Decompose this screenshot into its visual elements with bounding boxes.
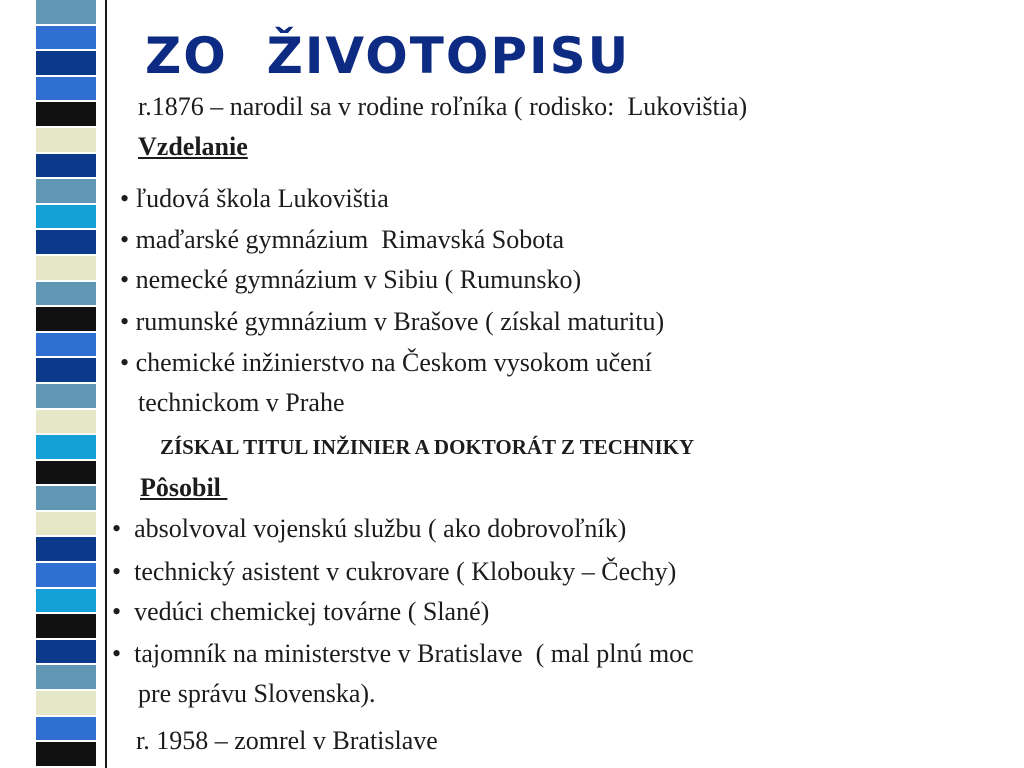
- strip-block: [36, 26, 96, 52]
- strip-block: [36, 0, 96, 26]
- strip-block: [36, 410, 96, 436]
- career-item-continuation: pre správu Slovenska).: [138, 679, 376, 708]
- strip-block: [36, 51, 96, 77]
- death-line: r. 1958 – zomrel v Bratislave: [136, 726, 438, 755]
- education-heading: Vzdelanie: [138, 132, 248, 161]
- strip-block: [36, 665, 96, 691]
- career-item: • vedúci chemickej továrne ( Slané): [112, 597, 490, 626]
- strip-block: [36, 691, 96, 717]
- education-item: • rumunské gymnázium v Brašove ( získal maturitu): [120, 307, 665, 336]
- strip-block: [36, 179, 96, 205]
- strip-block: [36, 358, 96, 384]
- strip-block: [36, 307, 96, 333]
- strip-block: [36, 614, 96, 640]
- strip-block: [36, 77, 96, 103]
- strip-block: [36, 435, 96, 461]
- career-item: • tajomník na ministerstve v Bratislave ( mal plnú moc: [112, 639, 694, 668]
- decorative-vertical-line: [105, 0, 107, 768]
- strip-block: [36, 230, 96, 256]
- career-item: • technický asistent v cukrovare ( Klobouky – Čechy): [112, 557, 677, 586]
- strip-block: [36, 537, 96, 563]
- strip-block: [36, 512, 96, 538]
- slide-title: ZO ŽIVOTOPISU: [145, 27, 631, 85]
- strip-block: [36, 486, 96, 512]
- strip-block: [36, 256, 96, 282]
- education-item: • ľudová škola Lukovištia: [120, 184, 389, 213]
- strip-block: [36, 384, 96, 410]
- strip-block: [36, 205, 96, 231]
- strip-block: [36, 717, 96, 743]
- strip-block: [36, 128, 96, 154]
- strip-block: [36, 333, 96, 359]
- career-heading: Pôsobil: [140, 473, 228, 502]
- decorative-color-strip: [36, 0, 96, 768]
- education-item: • chemické inžinierstvo na Českom vysokom učení: [120, 348, 652, 377]
- strip-block: [36, 154, 96, 180]
- degree-note: ZÍSKAL TITUL INŽINIER A DOKTORÁT Z TECHNIKY: [160, 435, 695, 459]
- strip-block: [36, 742, 96, 768]
- strip-block: [36, 640, 96, 666]
- education-item: • nemecké gymnázium v Sibiu ( Rumunsko): [120, 265, 582, 294]
- strip-block: [36, 563, 96, 589]
- strip-block: [36, 102, 96, 128]
- education-item-continuation: technickom v Prahe: [138, 388, 345, 417]
- strip-block: [36, 461, 96, 487]
- strip-block: [36, 589, 96, 615]
- career-item: • absolvoval vojenskú službu ( ako dobrovoľník): [112, 514, 627, 543]
- strip-block: [36, 282, 96, 308]
- education-item: • maďarské gymnázium Rimavská Sobota: [120, 225, 564, 254]
- birth-line: r.1876 – narodil sa v rodine roľníka ( rodisko: Lukovištia): [138, 92, 748, 121]
